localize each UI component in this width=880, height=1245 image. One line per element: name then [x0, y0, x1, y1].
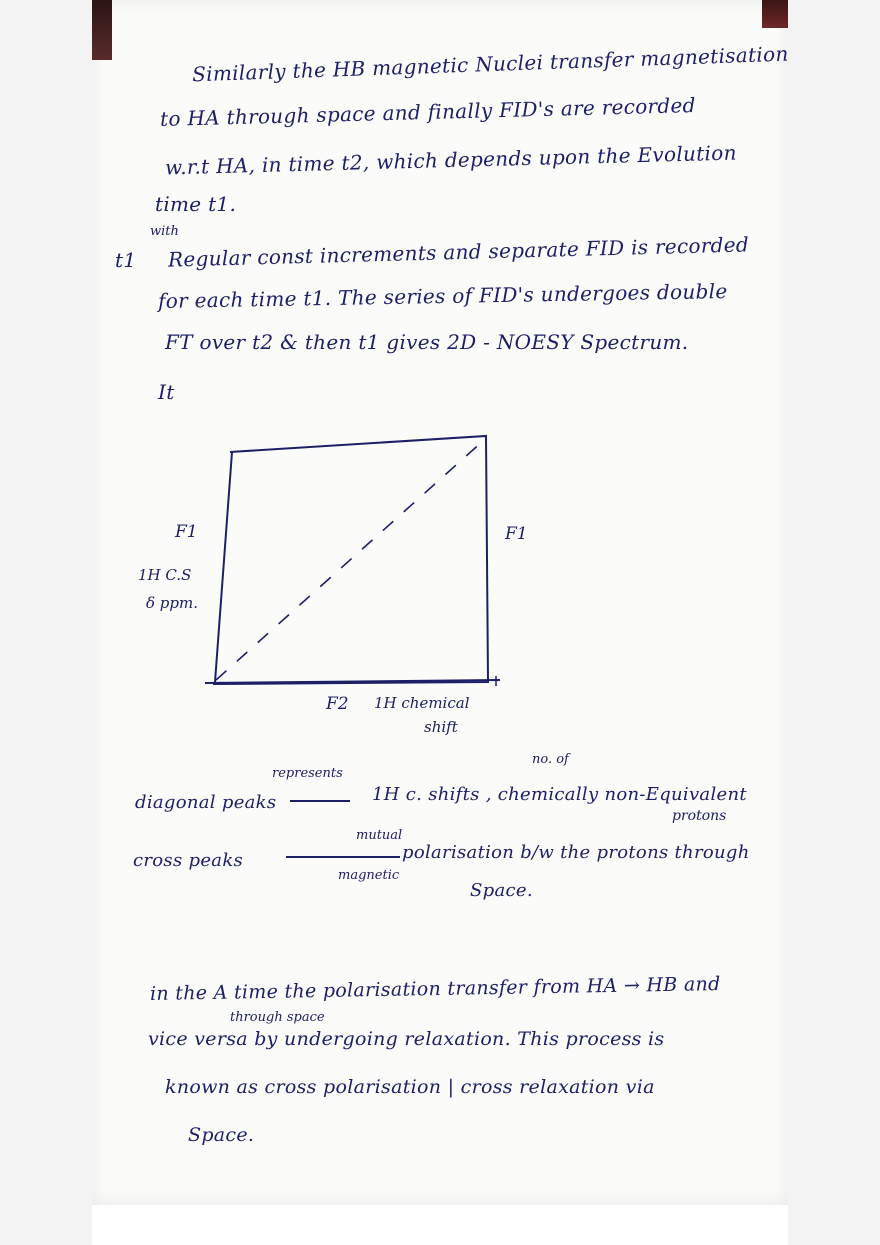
- cross-note-magnetic: magnetic: [338, 868, 400, 883]
- para2-line4: It: [158, 380, 175, 404]
- para3-line2: vice versa by undergoing relaxation. This process is: [148, 1028, 665, 1050]
- cross-note-mutual: mutual: [356, 828, 403, 843]
- para2-line1: Regular const increments and separate FID is recorded: [167, 232, 750, 272]
- cross-peaks-cont: Space.: [470, 880, 533, 901]
- para2-with-note: with: [150, 224, 179, 239]
- cross-peaks-text: polarisation b/w the protons through: [402, 842, 750, 863]
- diagonal-note: represents: [272, 766, 343, 781]
- para2-prefix: t1: [115, 248, 137, 272]
- para3-through-note: through space: [230, 1010, 325, 1025]
- para1-line1: Similarly the HB magnetic Nuclei transfer magnetisation: [191, 41, 789, 87]
- diagonal-peaks-label: diagonal peaks: [135, 792, 277, 813]
- bottom-axis-label-line2: shift: [424, 718, 458, 736]
- para3-line1: in the A time the polarisation transfer from HA → HB and: [149, 973, 721, 1005]
- para3-line3: known as cross polarisation | cross relaxation via: [165, 1076, 655, 1098]
- diagonal-peaks-text: 1H c. shifts , chemically non-Equivalent: [372, 784, 747, 805]
- f2-label: F2: [326, 694, 349, 714]
- para1-line2: to HA through space and finally FID's are recorded: [159, 92, 697, 132]
- left-axis-label-line2: δ ppm.: [146, 594, 198, 612]
- diagonal-note2: no. of: [532, 752, 569, 767]
- cross-dash: [286, 856, 400, 858]
- para1-line3: w.r.t HA, in time t2, which depends upon the Evolution: [164, 140, 738, 180]
- left-axis-label-line1: 1H C.S: [138, 566, 192, 584]
- right-f1-label: F1: [505, 524, 528, 544]
- para1-line4: time t1.: [155, 192, 237, 216]
- left-f1-label: F1: [175, 522, 198, 542]
- para2-line3: FT over t2 & then t1 gives 2D - NOESY Spectrum.: [165, 330, 689, 354]
- para2-line2: for each time t1. The series of FID's undergoes double: [157, 279, 728, 313]
- diagonal-line: [216, 440, 484, 680]
- diagonal-dash: [290, 800, 350, 802]
- para3-line4: Space.: [188, 1124, 255, 1146]
- cross-peaks-label: cross peaks: [133, 850, 244, 871]
- diagonal-peaks-cont: protons: [672, 808, 727, 824]
- bottom-axis-label-line1: 1H chemical: [374, 694, 470, 712]
- spectrum-left-edge: [215, 452, 232, 682]
